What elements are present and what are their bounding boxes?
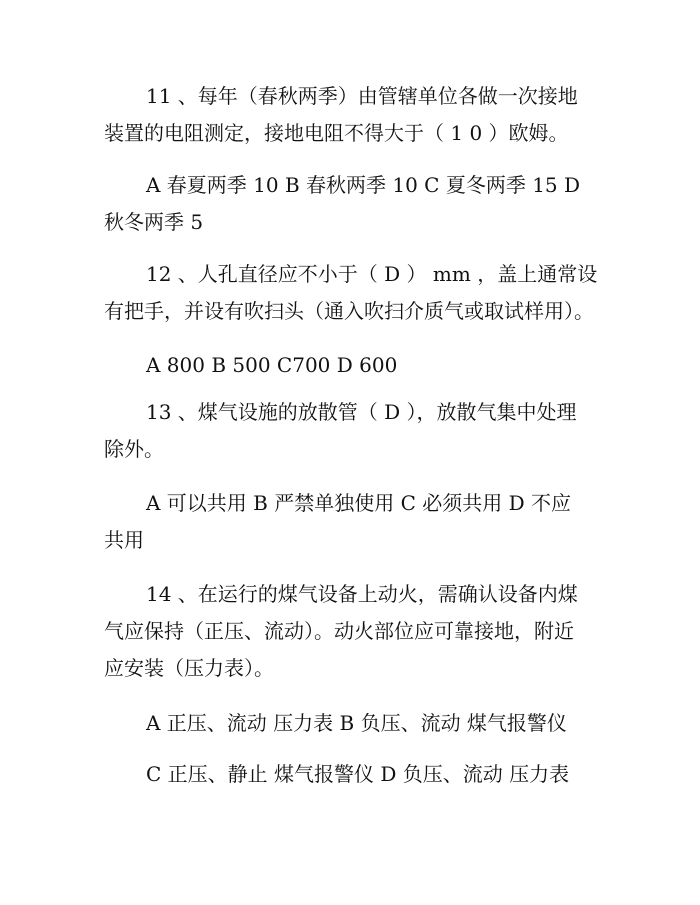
question-14-options-continued — [104, 756, 604, 793]
question-12-stem-line-2: 有把手，并设有吹扫头（通入吹扫介质气或取试样用）。 — [104, 299, 594, 323]
question-13-options-line-1: A 可以共用 B 严禁单独使用 C 必须共用 D 不应 — [146, 491, 571, 515]
question-14-options-line-1: A 正压、流动 压力表 B 负压、流动 煤气报警仪 — [146, 711, 567, 735]
question-11-options — [104, 167, 604, 241]
question-14-stem-line-1: 14 、在运行的煤气设备上动火，需确认设备内煤 — [146, 582, 578, 606]
question-11-stem-line-1: 11 、每年（春秋两季）由管辖单位各做一次接地 — [146, 84, 578, 108]
question-11-options-line-1: A 春夏两季 10 B 春秋两季 10 C 夏冬两季 15 D — [146, 173, 581, 197]
question-11-stem — [104, 78, 604, 152]
question-12-options-line-1: A 800 B 500 C700 D 600 — [146, 353, 398, 377]
question-14-stem-line-3: 应安装（压力表）。 — [104, 656, 274, 680]
question-13-options-line-2: 共用 — [104, 528, 144, 552]
question-11-stem-line-2: 装置的电阻测定，接地电阻不得大于（ 1 0 ）欧姆。 — [104, 121, 569, 145]
question-12-stem-line-1: 12 、人孔直径应不小于（ D ） mm ，盖上通常设 — [146, 262, 598, 286]
question-11-options-line-2: 秋冬两季 5 — [104, 210, 204, 234]
question-13-stem — [104, 394, 604, 468]
question-12-options — [104, 347, 604, 384]
question-14-stem-line-2: 气应保持（正压、流动）。动火部位应可靠接地，附近 — [104, 619, 574, 643]
question-13-stem-line-2: 除外。 — [104, 437, 164, 461]
question-13-options — [104, 485, 604, 559]
question-13-stem-line-1: 13 、煤气设施的放散管（ D ），放散气集中处理 — [146, 400, 577, 424]
question-14-options — [104, 705, 604, 742]
question-14-options-line-2: C 正压、静止 煤气报警仪 D 负压、流动 压力表 — [146, 762, 570, 786]
question-12-stem — [104, 256, 604, 330]
question-14-stem — [104, 576, 604, 687]
